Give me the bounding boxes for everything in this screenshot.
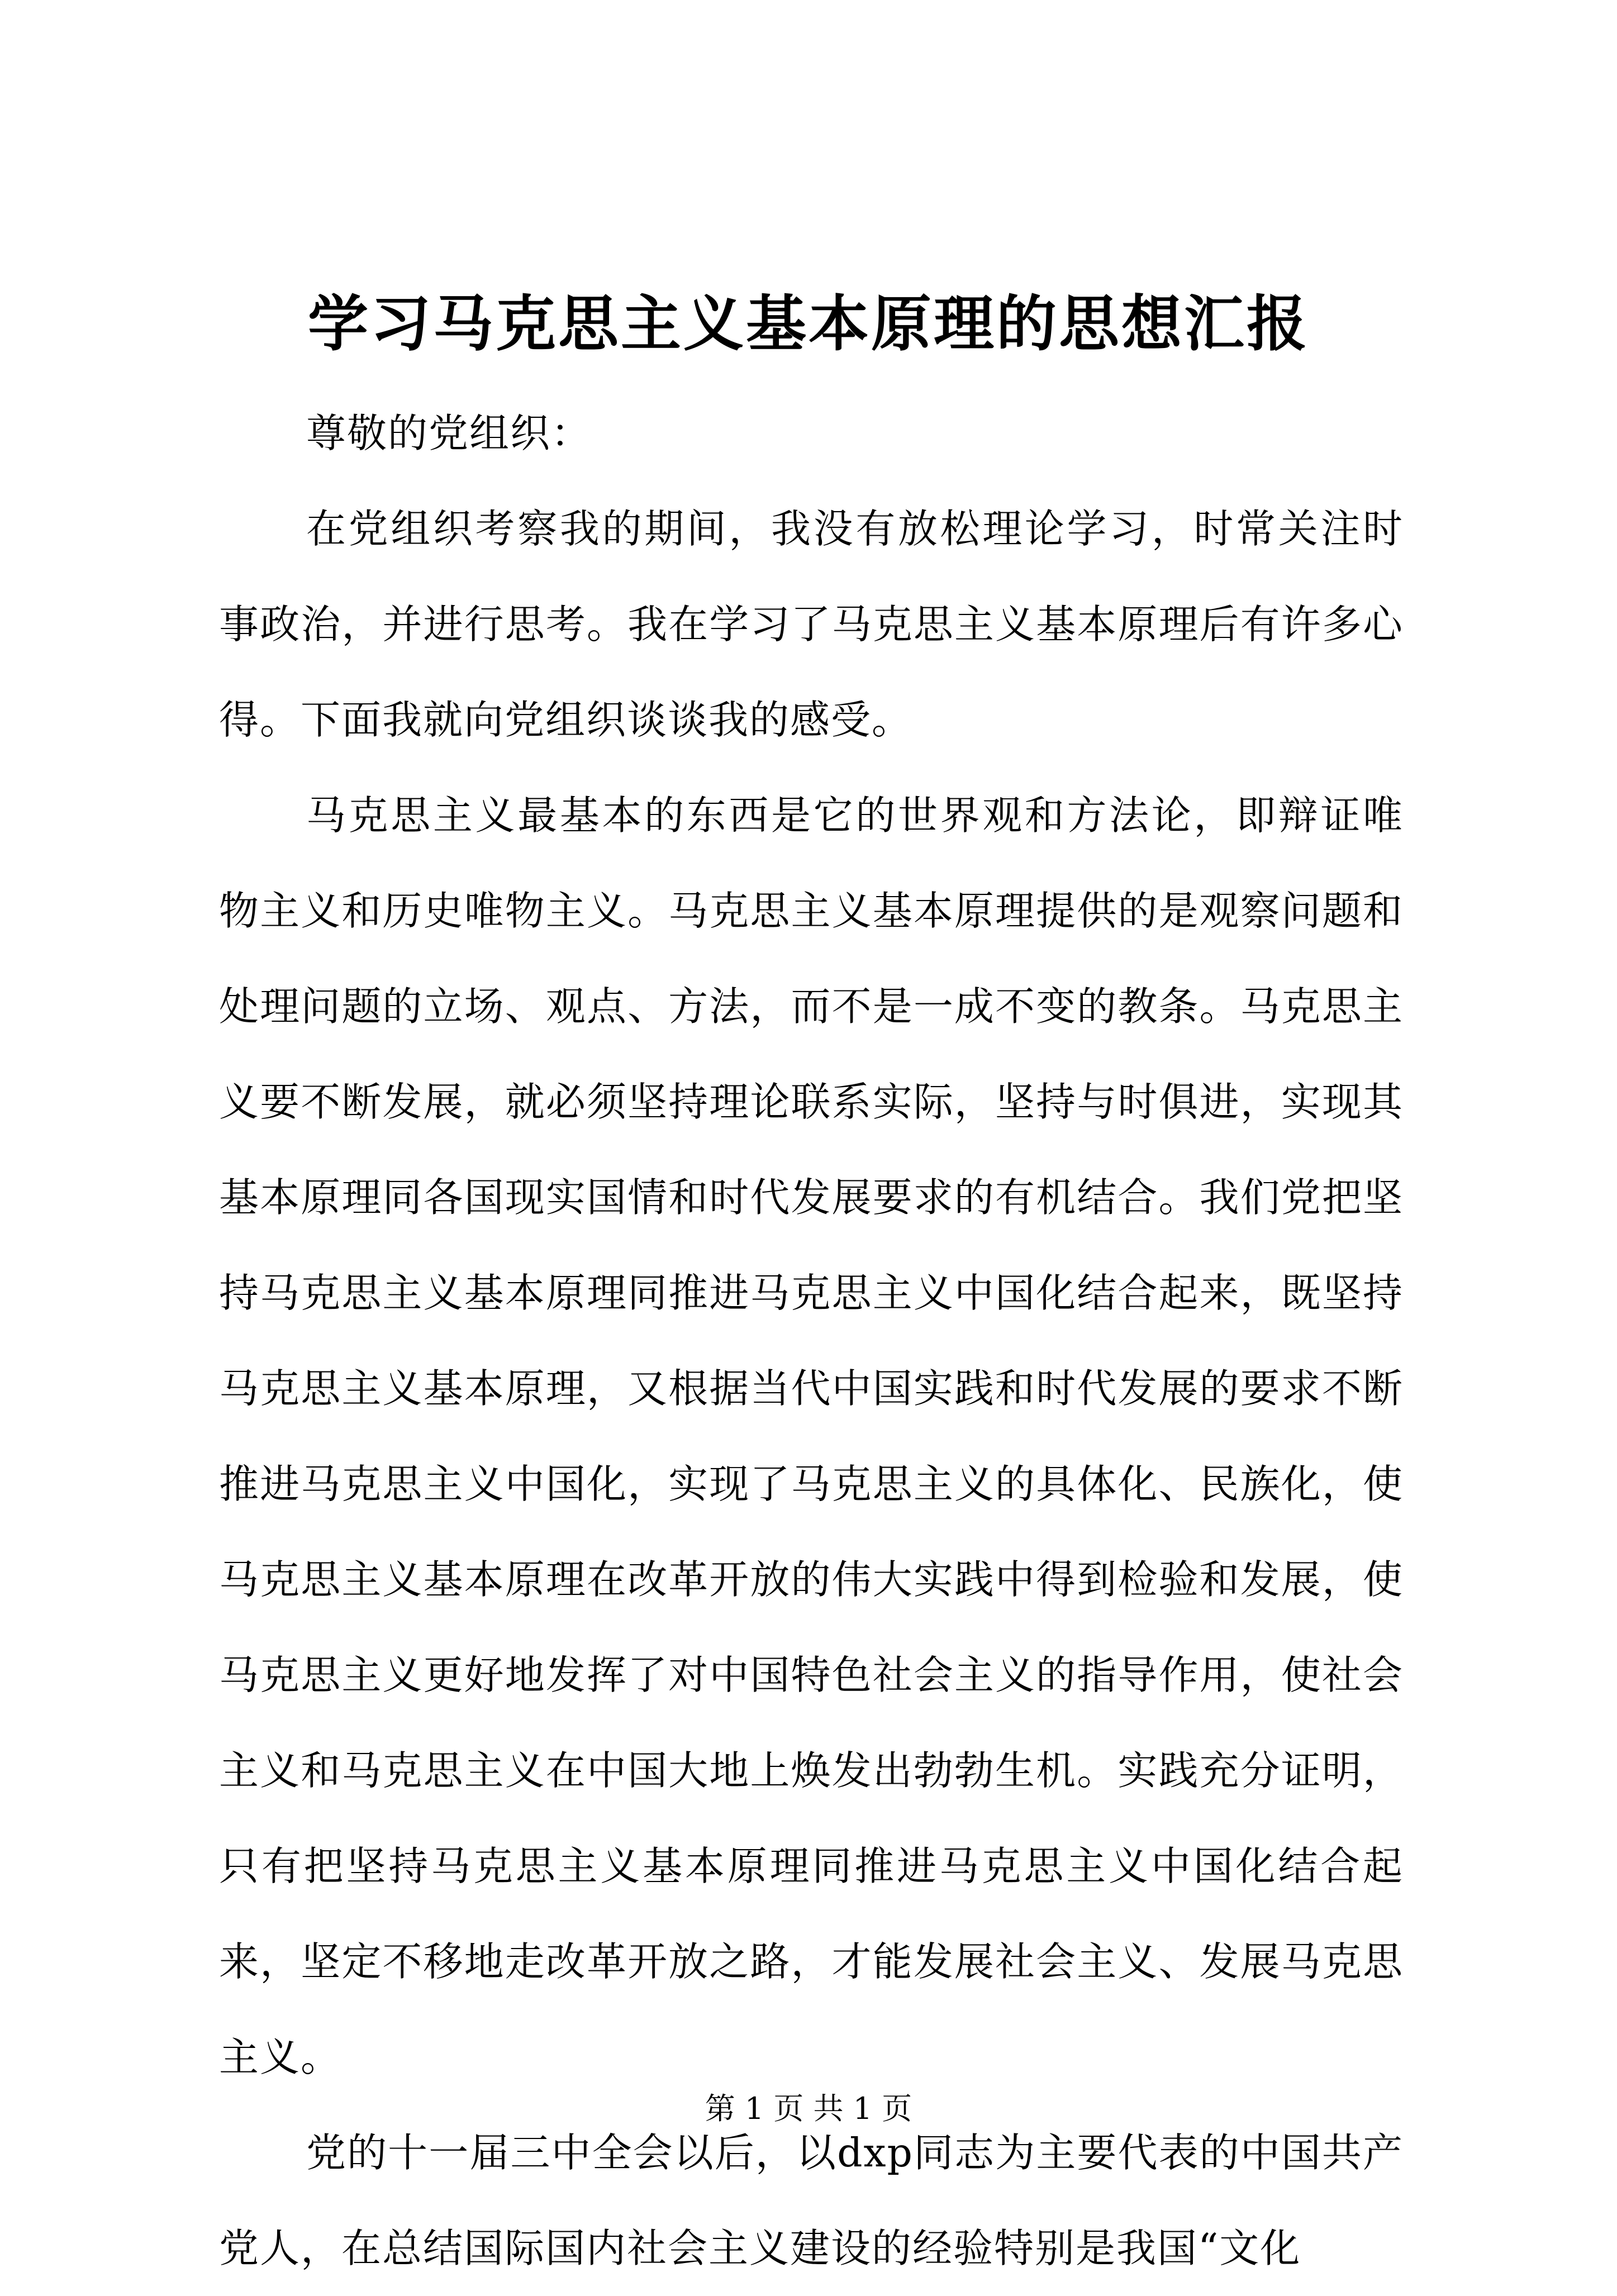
paragraph-3: 党的十一届三中全会以后，以dxp同志为主要代表的中国共产党人，在总结国际国内社会主义建设的经验特别是我国“文化 [219, 2130, 1404, 2271]
paragraph-2: 马克思主义最基本的东西是它的世界观和方法论，即辩证唯物主义和历史唯物主义。马克思主义基本原理提供的是观察问题和处理问题的立场、观点、方法，而不是一成不变的教条。马克思主义要不断发展，就必须坚持理论联系实际，坚持与时俱进，实现其基本原理同各国现实国情和时代发展要求的有机结合。我们党把坚持马克思主义基本原理同推进马克思主义中国化结合起来，既坚持马克思主义基本原理，又根据当代中国实践和时代发展的要求不断推进马克思主义中国化，实现了马克思主义的具体化、民族化，使马克思主义基本原理在改革开放的伟大实践中得到检验和发展，使马克思主义更好地发挥了对中国特色社会主义的指导作用，使社会主义和马克思主义在中国大地上焕发出勃勃生机。实践充分证明，只有把坚持马克思主义基本原理同推进马克思主义中国化结合起来，坚定不移地走改革开放之路，才能发展社会主义、发展马克思主义。 [219, 792, 1404, 2080]
document-body [219, 385, 1404, 2296]
paragraph-1: 在党组织考察我的期间，我没有放松理论学习，时常关注时事政治，并进行思考。我在学习了马克思主义基本原理后有许多心得。下面我就向党组织谈谈我的感受。 [219, 506, 1404, 743]
salutation: 尊敬的党组织： [306, 410, 592, 456]
page-number-footer: 第 1 页 共 1 页 [705, 2091, 912, 2126]
document-title: 学习马克思主义基本原理的思想汇报 [307, 289, 1309, 359]
